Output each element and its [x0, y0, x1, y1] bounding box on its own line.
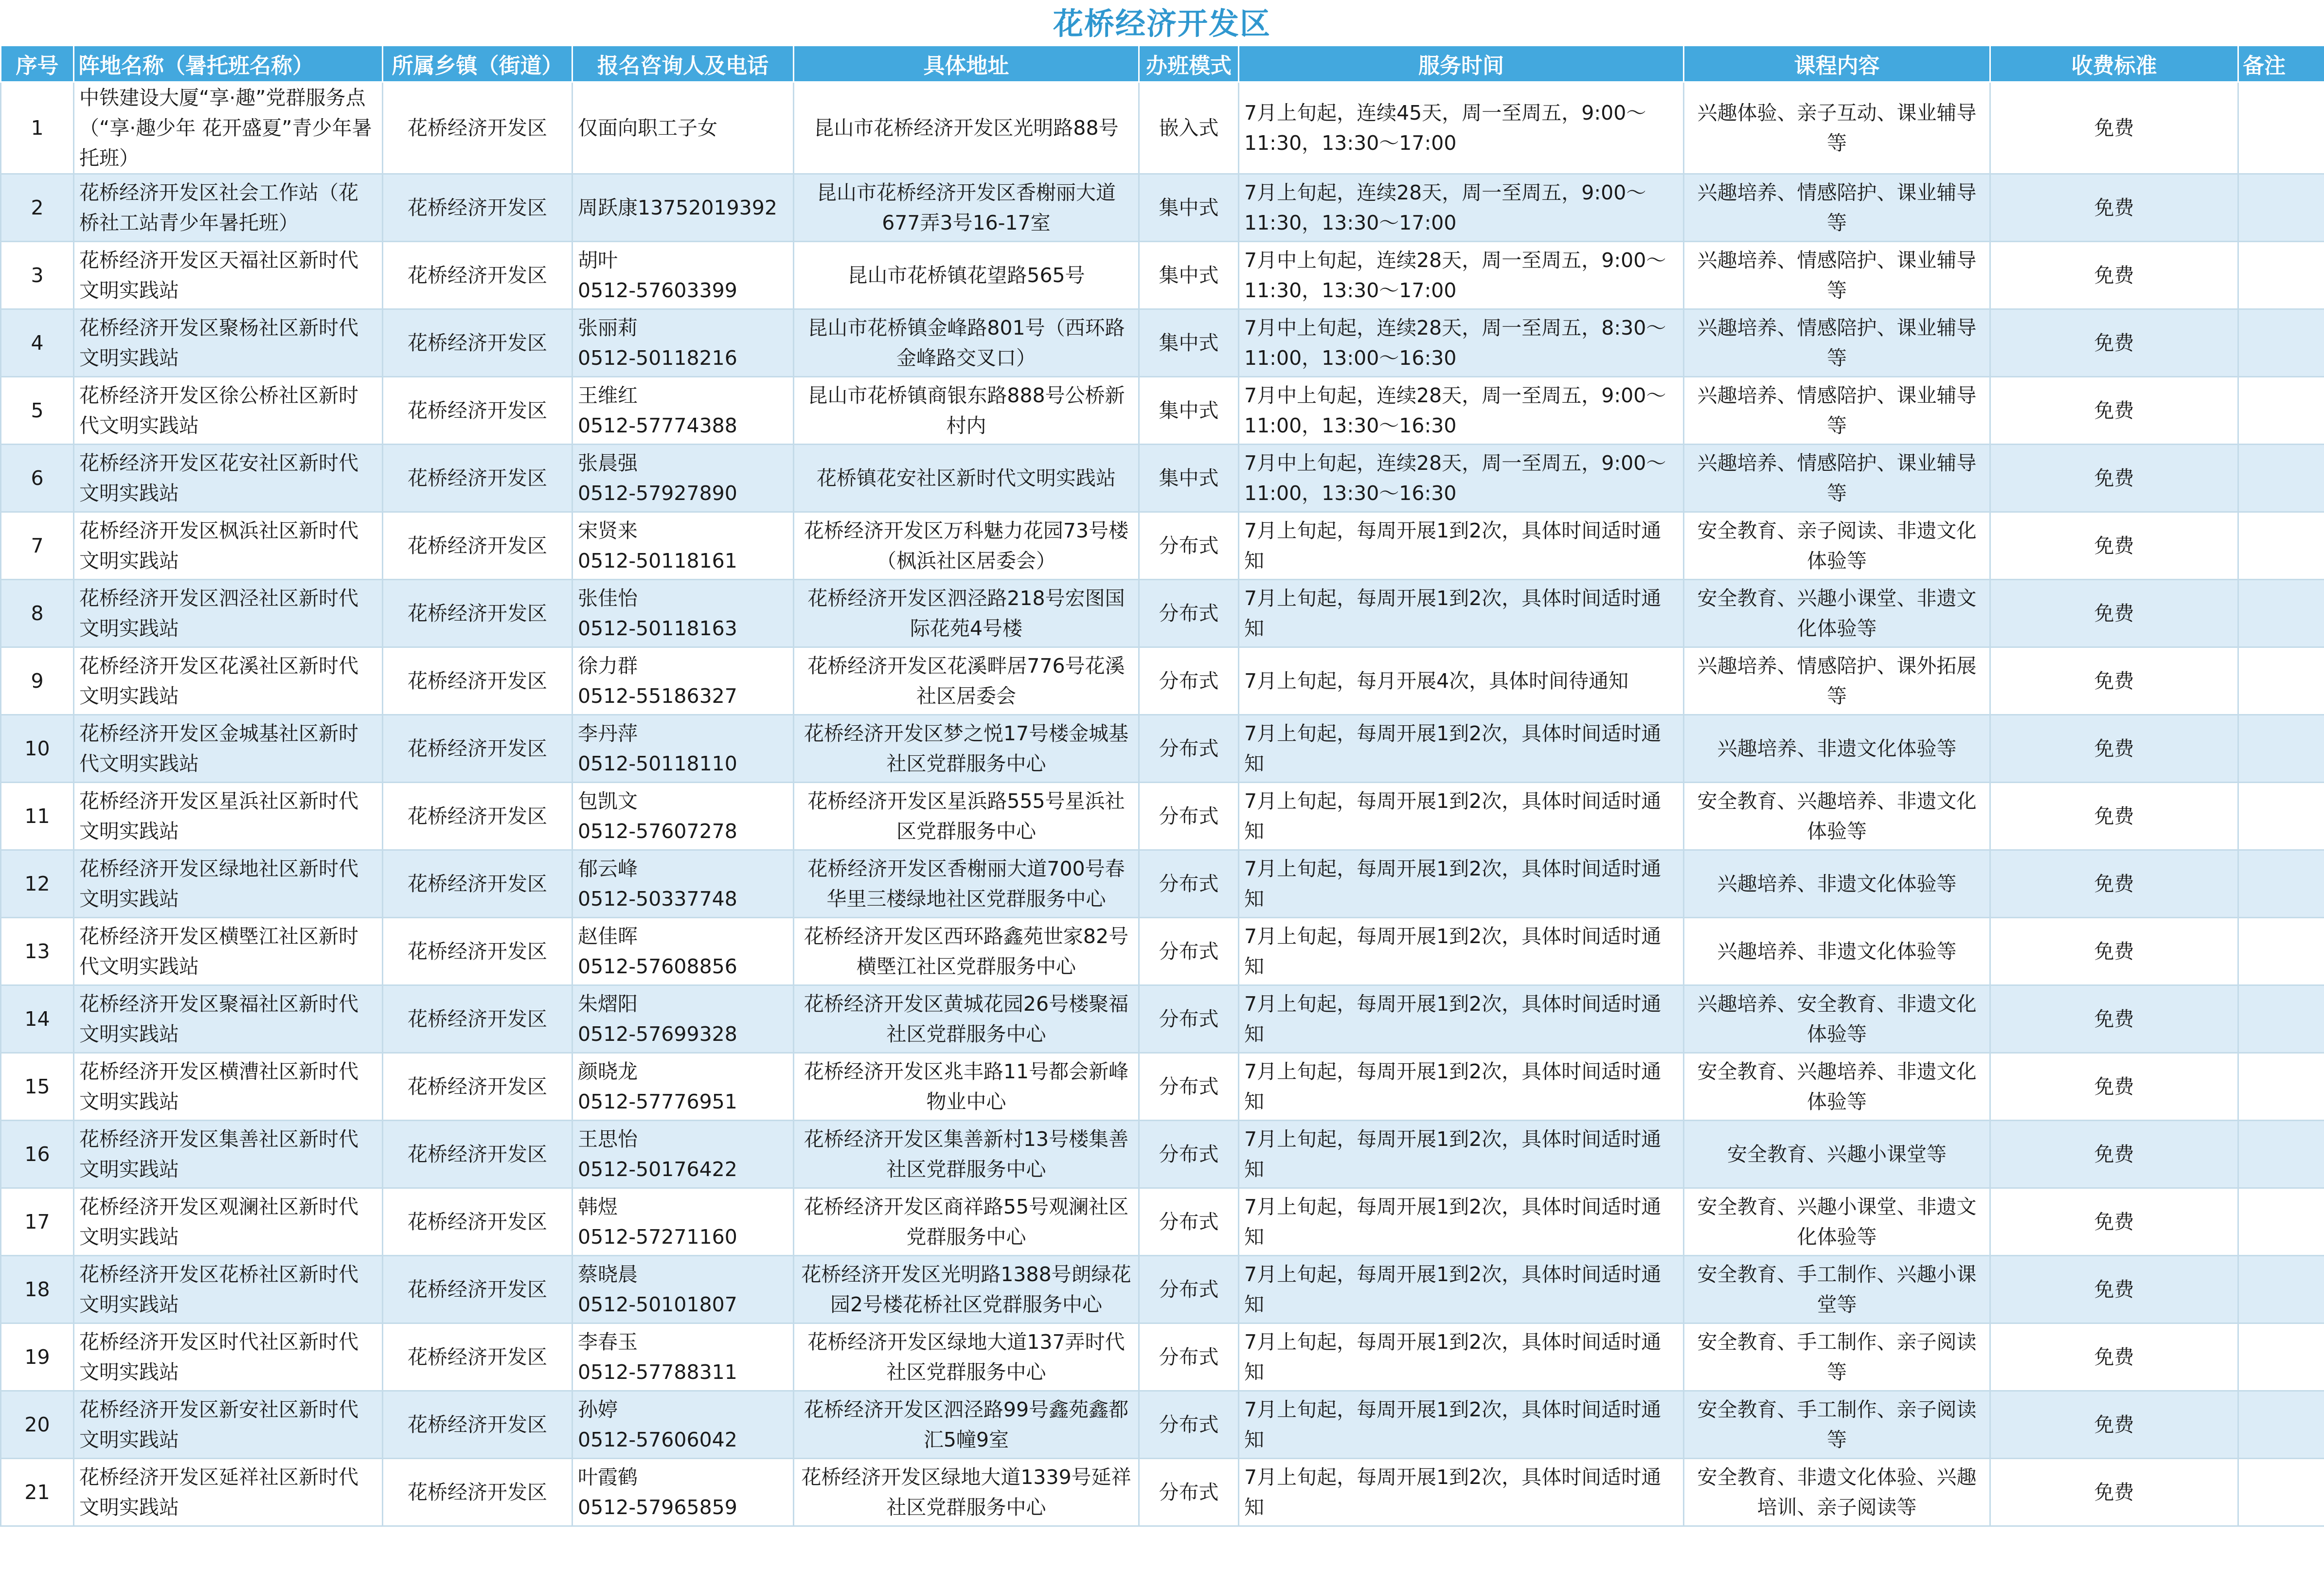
- cell-contact: 张晨强 0512-57927890: [572, 445, 794, 512]
- cell-address: 花桥经济开发区万科魅力花园73号楼（枫浜社区居委会）: [794, 512, 1139, 580]
- cell-note: [2238, 174, 2324, 242]
- cell-note: [2238, 445, 2324, 512]
- cell-fee: 免费: [1990, 1188, 2238, 1256]
- cell-service-time: 7月上旬起，每周开展1到2次，具体时间适时通知: [1239, 1188, 1684, 1256]
- cell-course: 安全教育、亲子阅读、非遗文化体验等: [1684, 512, 1990, 580]
- cell-course: 兴趣培养、情感陪护、课外拓展等: [1684, 647, 1990, 715]
- cell-note: [2238, 1256, 2324, 1323]
- cell-note: [2238, 1121, 2324, 1188]
- header-contact: 报名咨询人及电话: [572, 46, 794, 82]
- cell-no: 13: [1, 918, 74, 985]
- cell-mode: 分布式: [1139, 918, 1239, 985]
- cell-no: 14: [1, 985, 74, 1053]
- cell-fee: 免费: [1990, 1323, 2238, 1391]
- cell-address: 昆山市花桥镇花望路565号: [794, 242, 1139, 309]
- cell-fee: 免费: [1990, 309, 2238, 377]
- cell-fee: 免费: [1990, 242, 2238, 309]
- cell-service-time: 7月上旬起，每周开展1到2次，具体时间适时通知: [1239, 1256, 1684, 1323]
- cell-service-time: 7月上旬起，每周开展1到2次，具体时间适时通知: [1239, 715, 1684, 783]
- cell-service-time: 7月上旬起，每周开展1到2次，具体时间适时通知: [1239, 1053, 1684, 1121]
- cell-note: [2238, 985, 2324, 1053]
- cell-service-time: 7月上旬起，每周开展1到2次，具体时间适时通知: [1239, 1323, 1684, 1391]
- cell-no: 2: [1, 174, 74, 242]
- cell-address: 花桥经济开发区黄城花园26号楼聚福社区党群服务中心: [794, 985, 1139, 1053]
- cell-address: 花桥经济开发区梦之悦17号楼金城基社区党群服务中心: [794, 715, 1139, 783]
- cell-site-name: 花桥经济开发区金城基社区新时代文明实践站: [74, 715, 383, 783]
- table-row: [1, 715, 2324, 783]
- table-row: [1, 580, 2324, 647]
- cell-mode: 嵌入式: [1139, 82, 1239, 174]
- cell-town: 花桥经济开发区: [383, 715, 572, 783]
- cell-service-time: 7月上旬起，每周开展1到2次，具体时间适时通知: [1239, 918, 1684, 985]
- cell-service-time: 7月上旬起，每周开展1到2次，具体时间适时通知: [1239, 985, 1684, 1053]
- cell-town: 花桥经济开发区: [383, 1121, 572, 1188]
- cell-course: 安全教育、兴趣培养、非遗文化体验等: [1684, 1053, 1990, 1121]
- cell-contact: 王维红 0512-57774388: [572, 377, 794, 445]
- cell-contact: 包凯文 0512-57607278: [572, 783, 794, 850]
- cell-note: [2238, 1323, 2324, 1391]
- cell-no: 5: [1, 377, 74, 445]
- cell-no: 18: [1, 1256, 74, 1323]
- cell-town: 花桥经济开发区: [383, 985, 572, 1053]
- table-row: [1, 1053, 2324, 1121]
- cell-fee: 免费: [1990, 445, 2238, 512]
- cell-note: [2238, 512, 2324, 580]
- cell-course: 兴趣培养、非遗文化体验等: [1684, 850, 1990, 918]
- cell-no: 20: [1, 1391, 74, 1459]
- cell-fee: 免费: [1990, 715, 2238, 783]
- cell-no: 19: [1, 1323, 74, 1391]
- cell-note: [2238, 1053, 2324, 1121]
- cell-mode: 分布式: [1139, 783, 1239, 850]
- cell-address: 花桥经济开发区香榭丽大道700号春华里三楼绿地社区党群服务中心: [794, 850, 1139, 918]
- cell-note: [2238, 580, 2324, 647]
- cell-course: 安全教育、兴趣小课堂、非遗文化体验等: [1684, 1188, 1990, 1256]
- cell-fee: 免费: [1990, 82, 2238, 174]
- cell-no: 15: [1, 1053, 74, 1121]
- cell-no: 17: [1, 1188, 74, 1256]
- cell-service-time: 7月上旬起，每周开展1到2次，具体时间适时通知: [1239, 850, 1684, 918]
- table-row: [1, 82, 2324, 174]
- cell-course: 兴趣培养、非遗文化体验等: [1684, 918, 1990, 985]
- table-row: [1, 783, 2324, 850]
- cell-service-time: 7月上旬起，连续28天，周一至周五，9:00～11:30，13:30～17:00: [1239, 174, 1684, 242]
- cell-note: [2238, 242, 2324, 309]
- cell-site-name: 花桥经济开发区新安社区新时代文明实践站: [74, 1391, 383, 1459]
- cell-fee: 免费: [1990, 918, 2238, 985]
- cell-contact: 徐力群 0512-55186327: [572, 647, 794, 715]
- cell-address: 花桥经济开发区集善新村13号楼集善社区党群服务中心: [794, 1121, 1139, 1188]
- cell-course: 安全教育、手工制作、兴趣小课堂等: [1684, 1256, 1990, 1323]
- cell-site-name: 花桥经济开发区延祥社区新时代文明实践站: [74, 1459, 383, 1526]
- cell-note: [2238, 309, 2324, 377]
- cell-fee: 免费: [1990, 512, 2238, 580]
- cell-town: 花桥经济开发区: [383, 82, 572, 174]
- table-row: [1, 174, 2324, 242]
- cell-town: 花桥经济开发区: [383, 1323, 572, 1391]
- cell-service-time: 7月上旬起，每周开展1到2次，具体时间适时通知: [1239, 1391, 1684, 1459]
- cell-fee: 免费: [1990, 1121, 2238, 1188]
- cell-fee: 免费: [1990, 377, 2238, 445]
- cell-site-name: 花桥经济开发区社会工作站（花桥社工站青少年暑托班）: [74, 174, 383, 242]
- cell-note: [2238, 1391, 2324, 1459]
- cell-note: [2238, 850, 2324, 918]
- cell-address: 昆山市花桥经济开发区香榭丽大道677弄3号16-17室: [794, 174, 1139, 242]
- cell-contact: 李春玉 0512-57788311: [572, 1323, 794, 1391]
- table-row: [1, 647, 2324, 715]
- table-row: [1, 1459, 2324, 1526]
- table-row: [1, 242, 2324, 309]
- cell-note: [2238, 82, 2324, 174]
- cell-mode: 分布式: [1139, 1391, 1239, 1459]
- table-row: [1, 1391, 2324, 1459]
- cell-contact: 李丹萍 0512-50118110: [572, 715, 794, 783]
- cell-town: 花桥经济开发区: [383, 242, 572, 309]
- cell-town: 花桥经济开发区: [383, 1391, 572, 1459]
- cell-address: 昆山市花桥镇金峰路801号（西环路金峰路交叉口）: [794, 309, 1139, 377]
- summer-program-table: [0, 45, 2324, 1527]
- cell-contact: 郁云峰 0512-50337748: [572, 850, 794, 918]
- cell-site-name: 中铁建设大厦“享·趣”党群服务点（“享·趣少年 花开盛夏”青少年暑托班）: [74, 82, 383, 174]
- cell-site-name: 花桥经济开发区花安社区新时代文明实践站: [74, 445, 383, 512]
- cell-course: 兴趣体验、亲子互动、课业辅导等: [1684, 82, 1990, 174]
- cell-fee: 免费: [1990, 850, 2238, 918]
- table-row: [1, 309, 2324, 377]
- cell-address: 花桥经济开发区星浜路555号星浜社区党群服务中心: [794, 783, 1139, 850]
- cell-contact: 孙婷 0512-57606042: [572, 1391, 794, 1459]
- header-time: 服务时间: [1239, 46, 1684, 82]
- cell-service-time: 7月上旬起，每周开展1到2次，具体时间适时通知: [1239, 580, 1684, 647]
- cell-no: 10: [1, 715, 74, 783]
- cell-site-name: 花桥经济开发区聚杨社区新时代文明实践站: [74, 309, 383, 377]
- header-fee: 收费标准: [1990, 46, 2238, 82]
- table-row: [1, 985, 2324, 1053]
- header-no: 序号: [1, 46, 74, 82]
- header-mode: 办班模式: [1139, 46, 1239, 82]
- cell-note: [2238, 377, 2324, 445]
- cell-site-name: 花桥经济开发区花桥社区新时代文明实践站: [74, 1256, 383, 1323]
- cell-site-name: 花桥经济开发区横漕社区新时代文明实践站: [74, 1053, 383, 1121]
- cell-mode: 集中式: [1139, 445, 1239, 512]
- cell-course: 安全教育、兴趣培养、非遗文化体验等: [1684, 783, 1990, 850]
- cell-no: 16: [1, 1121, 74, 1188]
- table-row: [1, 1188, 2324, 1256]
- cell-course: 安全教育、手工制作、亲子阅读等: [1684, 1323, 1990, 1391]
- cell-town: 花桥经济开发区: [383, 783, 572, 850]
- cell-town: 花桥经济开发区: [383, 309, 572, 377]
- header-town: 所属乡镇（街道）: [383, 46, 572, 82]
- cell-no: 11: [1, 783, 74, 850]
- cell-town: 花桥经济开发区: [383, 647, 572, 715]
- cell-contact: 王思怡 0512-50176422: [572, 1121, 794, 1188]
- cell-site-name: 花桥经济开发区横塈江社区新时代文明实践站: [74, 918, 383, 985]
- cell-site-name: 花桥经济开发区枫浜社区新时代文明实践站: [74, 512, 383, 580]
- cell-fee: 免费: [1990, 647, 2238, 715]
- header-name: 阵地名称（暑托班名称）: [74, 46, 383, 82]
- cell-service-time: 7月上旬起，每月开展4次，具体时间待通知: [1239, 647, 1684, 715]
- cell-note: [2238, 1459, 2324, 1526]
- cell-service-time: 7月中上旬起，连续28天，周一至周五，9:00～11:00，13:30～16:30: [1239, 445, 1684, 512]
- cell-mode: 分布式: [1139, 1053, 1239, 1121]
- header-address: 具体地址: [794, 46, 1139, 82]
- cell-town: 花桥经济开发区: [383, 918, 572, 985]
- cell-fee: 免费: [1990, 985, 2238, 1053]
- table-header-row: [1, 46, 2324, 82]
- cell-service-time: 7月上旬起，每周开展1到2次，具体时间适时通知: [1239, 512, 1684, 580]
- cell-site-name: 花桥经济开发区花溪社区新时代文明实践站: [74, 647, 383, 715]
- cell-no: 9: [1, 647, 74, 715]
- cell-service-time: 7月上旬起，连续45天，周一至周五，9:00～11:30，13:30～17:00: [1239, 82, 1684, 174]
- cell-fee: 免费: [1990, 1391, 2238, 1459]
- table-row: [1, 1256, 2324, 1323]
- cell-town: 花桥经济开发区: [383, 1053, 572, 1121]
- cell-course: 安全教育、兴趣小课堂等: [1684, 1121, 1990, 1188]
- cell-course: 兴趣培养、情感陪护、课业辅导等: [1684, 309, 1990, 377]
- cell-no: 6: [1, 445, 74, 512]
- cell-no: 8: [1, 580, 74, 647]
- cell-fee: 免费: [1990, 580, 2238, 647]
- cell-town: 花桥经济开发区: [383, 580, 572, 647]
- cell-mode: 分布式: [1139, 850, 1239, 918]
- cell-service-time: 7月中上旬起，连续28天，周一至周五，9:00～11:00，13:30～16:30: [1239, 377, 1684, 445]
- cell-fee: 免费: [1990, 1459, 2238, 1526]
- cell-mode: 分布式: [1139, 512, 1239, 580]
- cell-service-time: 7月中上旬起，连续28天，周一至周五，8:30～11:00，13:00～16:30: [1239, 309, 1684, 377]
- cell-contact: 赵佳晖 0512-57608856: [572, 918, 794, 985]
- cell-town: 花桥经济开发区: [383, 512, 572, 580]
- cell-address: 花桥经济开发区花溪畔居776号花溪社区居委会: [794, 647, 1139, 715]
- cell-mode: 分布式: [1139, 1256, 1239, 1323]
- cell-contact: 张丽莉 0512-50118216: [572, 309, 794, 377]
- cell-contact: 蔡晓晨 0512-50101807: [572, 1256, 794, 1323]
- cell-mode: 分布式: [1139, 1121, 1239, 1188]
- cell-contact: 仅面向职工子女: [572, 82, 794, 174]
- cell-course: 兴趣培养、情感陪护、课业辅导等: [1684, 377, 1990, 445]
- cell-address: 花桥经济开发区商祥路55号观澜社区党群服务中心: [794, 1188, 1139, 1256]
- cell-contact: 韩煜 0512-57271160: [572, 1188, 794, 1256]
- cell-site-name: 花桥经济开发区天福社区新时代文明实践站: [74, 242, 383, 309]
- cell-site-name: 花桥经济开发区绿地社区新时代文明实践站: [74, 850, 383, 918]
- table-row: [1, 377, 2324, 445]
- cell-note: [2238, 783, 2324, 850]
- cell-site-name: 花桥经济开发区泗泾社区新时代文明实践站: [74, 580, 383, 647]
- cell-mode: 分布式: [1139, 985, 1239, 1053]
- cell-town: 花桥经济开发区: [383, 1459, 572, 1526]
- cell-contact: 叶霞鹤 0512-57965859: [572, 1459, 794, 1526]
- cell-no: 1: [1, 82, 74, 174]
- cell-address: 昆山市花桥经济开发区光明路88号: [794, 82, 1139, 174]
- cell-course: 兴趣培养、情感陪护、课业辅导等: [1684, 174, 1990, 242]
- cell-town: 花桥经济开发区: [383, 445, 572, 512]
- cell-course: 兴趣培养、非遗文化体验等: [1684, 715, 1990, 783]
- cell-note: [2238, 1188, 2324, 1256]
- cell-address: 花桥经济开发区泗泾路218号宏图国际花苑4号楼: [794, 580, 1139, 647]
- cell-address: 花桥经济开发区绿地大道137弄时代社区党群服务中心: [794, 1323, 1139, 1391]
- cell-site-name: 花桥经济开发区时代社区新时代文明实践站: [74, 1323, 383, 1391]
- cell-service-time: 7月上旬起，每周开展1到2次，具体时间适时通知: [1239, 783, 1684, 850]
- table-row: [1, 918, 2324, 985]
- cell-contact: 张佳怡 0512-50118163: [572, 580, 794, 647]
- cell-site-name: 花桥经济开发区聚福社区新时代文明实践站: [74, 985, 383, 1053]
- cell-course: 兴趣培养、情感陪护、课业辅导等: [1684, 242, 1990, 309]
- cell-course: 安全教育、手工制作、亲子阅读等: [1684, 1391, 1990, 1459]
- cell-town: 花桥经济开发区: [383, 174, 572, 242]
- cell-no: 3: [1, 242, 74, 309]
- cell-mode: 集中式: [1139, 242, 1239, 309]
- cell-site-name: 花桥经济开发区集善社区新时代文明实践站: [74, 1121, 383, 1188]
- cell-contact: 颜晓龙 0512-57776951: [572, 1053, 794, 1121]
- cell-mode: 集中式: [1139, 309, 1239, 377]
- header-note: 备注: [2238, 46, 2324, 82]
- cell-no: 21: [1, 1459, 74, 1526]
- cell-address: 花桥经济开发区绿地大道1339号延祥社区党群服务中心: [794, 1459, 1139, 1526]
- cell-address: 花桥经济开发区光明路1388号朗绿花园2号楼花桥社区党群服务中心: [794, 1256, 1139, 1323]
- cell-town: 花桥经济开发区: [383, 850, 572, 918]
- cell-note: [2238, 647, 2324, 715]
- cell-address: 花桥镇花安社区新时代文明实践站: [794, 445, 1139, 512]
- cell-address: 花桥经济开发区兆丰路11号都会新峰物业中心: [794, 1053, 1139, 1121]
- cell-mode: 分布式: [1139, 1323, 1239, 1391]
- cell-site-name: 花桥经济开发区徐公桥社区新时代文明实践站: [74, 377, 383, 445]
- cell-mode: 分布式: [1139, 1459, 1239, 1526]
- cell-town: 花桥经济开发区: [383, 377, 572, 445]
- cell-mode: 分布式: [1139, 1188, 1239, 1256]
- table-row: [1, 1323, 2324, 1391]
- cell-no: 7: [1, 512, 74, 580]
- cell-fee: 免费: [1990, 1053, 2238, 1121]
- cell-service-time: 7月上旬起，每周开展1到2次，具体时间适时通知: [1239, 1121, 1684, 1188]
- cell-contact: 朱熠阳 0512-57699328: [572, 985, 794, 1053]
- cell-mode: 分布式: [1139, 647, 1239, 715]
- cell-site-name: 花桥经济开发区观澜社区新时代文明实践站: [74, 1188, 383, 1256]
- cell-mode: 分布式: [1139, 715, 1239, 783]
- cell-town: 花桥经济开发区: [383, 1256, 572, 1323]
- cell-service-time: 7月上旬起，每周开展1到2次，具体时间适时通知: [1239, 1459, 1684, 1526]
- cell-fee: 免费: [1990, 174, 2238, 242]
- cell-note: [2238, 918, 2324, 985]
- table-row: [1, 850, 2324, 918]
- cell-mode: 集中式: [1139, 174, 1239, 242]
- cell-fee: 免费: [1990, 783, 2238, 850]
- table-body: [1, 82, 2324, 1526]
- cell-note: [2238, 715, 2324, 783]
- cell-address: 昆山市花桥镇商银东路888号公桥新村内: [794, 377, 1139, 445]
- cell-fee: 免费: [1990, 1256, 2238, 1323]
- cell-contact: 宋贤来 0512-50118161: [572, 512, 794, 580]
- cell-town: 花桥经济开发区: [383, 1188, 572, 1256]
- cell-mode: 分布式: [1139, 580, 1239, 647]
- cell-course: 安全教育、兴趣小课堂、非遗文化体验等: [1684, 580, 1990, 647]
- cell-course: 兴趣培养、安全教育、非遗文化体验等: [1684, 985, 1990, 1053]
- table-row: [1, 445, 2324, 512]
- cell-no: 4: [1, 309, 74, 377]
- cell-contact: 周跃康13752019392: [572, 174, 794, 242]
- table-row: [1, 512, 2324, 580]
- page-title: 花桥经济开发区: [1053, 6, 1271, 41]
- cell-no: 12: [1, 850, 74, 918]
- cell-course: 安全教育、非遗文化体验、兴趣培训、亲子阅读等: [1684, 1459, 1990, 1526]
- cell-contact: 胡叶 0512-57603399: [572, 242, 794, 309]
- cell-address: 花桥经济开发区泗泾路99号鑫苑鑫都汇5幢9室: [794, 1391, 1139, 1459]
- header-course: 课程内容: [1684, 46, 1990, 82]
- cell-site-name: 花桥经济开发区星浜社区新时代文明实践站: [74, 783, 383, 850]
- table-row: [1, 1121, 2324, 1188]
- cell-address: 花桥经济开发区西环路鑫苑世家82号横塈江社区党群服务中心: [794, 918, 1139, 985]
- cell-service-time: 7月中上旬起，连续28天，周一至周五，9:00～11:30，13:30～17:00: [1239, 242, 1684, 309]
- cell-course: 兴趣培养、情感陪护、课业辅导等: [1684, 445, 1990, 512]
- cell-mode: 集中式: [1139, 377, 1239, 445]
